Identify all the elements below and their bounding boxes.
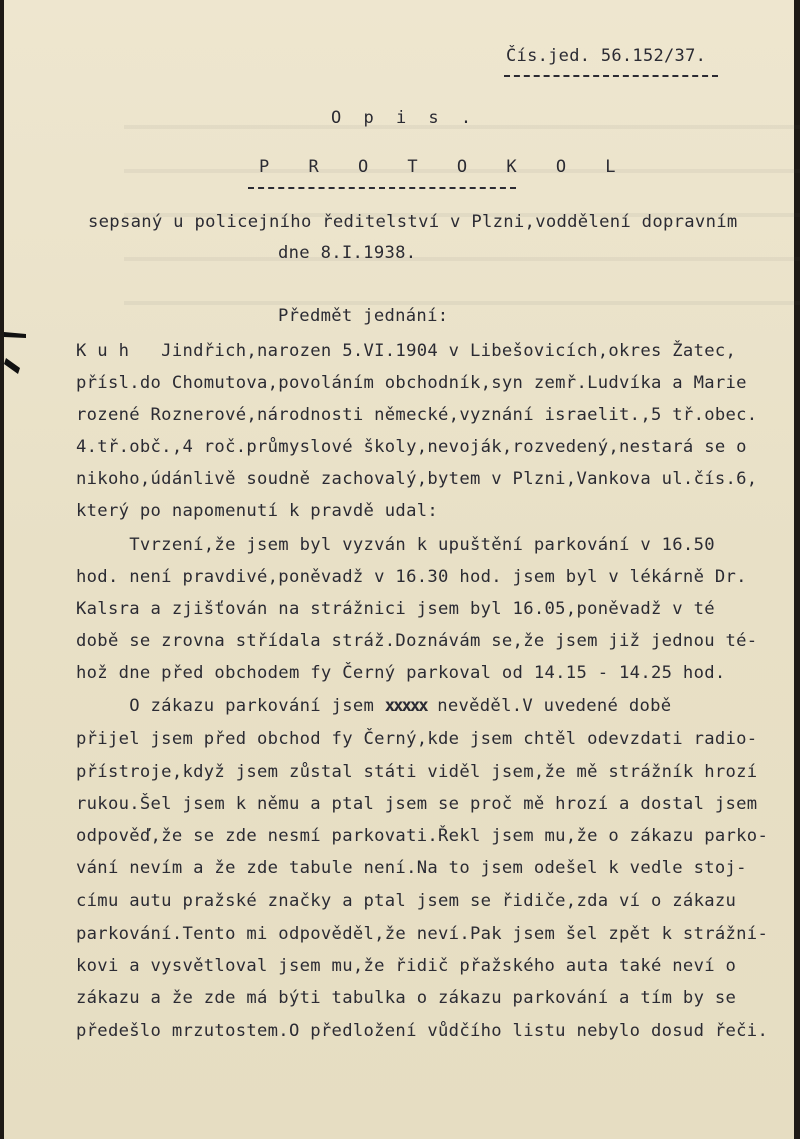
statement-line bbox=[76, 696, 671, 716]
statement-line: rukou.Šel jsem k němu a ptal jsem se proč mě hrozí a dostal jsem bbox=[76, 794, 758, 814]
statement-line: vání nevím a že zde tabule není.Na to jsem odešel k vedle stoj- bbox=[76, 858, 747, 878]
statement-line: hož dne před obchodem fy Černý parkoval od 14.15 - 14.25 hod. bbox=[76, 663, 726, 683]
statement-line: zákazu a že zde má býti tabulka o zákazu parkování a tím by se bbox=[76, 988, 737, 1008]
struck-out-word: xxxxx bbox=[384, 696, 427, 716]
statement-line: přijel jsem před obchod fy Černý,kde jsem chtěl odevzdati radio- bbox=[76, 729, 758, 749]
document-type: O p i s . bbox=[331, 108, 478, 128]
bleed-through-text bbox=[124, 95, 800, 325]
intro-date: dne 8.I.1938. bbox=[278, 243, 417, 263]
statement-text: O zákazu parkování jsem bbox=[76, 696, 385, 716]
statement-line: předešlo mrzutostem.O předložení vůdčího listu nebylo dosud řeči. bbox=[76, 1021, 769, 1041]
statement-line: parkování.Tento mi odpověděl,že neví.Pak jsem šel zpět k strážní- bbox=[76, 924, 769, 944]
subject-line: nikoho,údánlivě soudně zachovalý,bytem v Plzni,Vankova ul.čís.6, bbox=[76, 469, 758, 489]
subject-heading: Předmět jednání: bbox=[278, 306, 449, 326]
subject-line: přísl.do Chomutova,povoláním obchodník,syn zemř.Ludvíka a Marie bbox=[76, 373, 747, 393]
statement-line: přístroje,když jsem zůstal státi viděl jsem,že mě strážník hrozí bbox=[76, 762, 758, 782]
statement-line: hod. není pravdivé,poněvadž v 16.30 hod. jsem byl v lékárně Dr. bbox=[76, 567, 747, 587]
document-title: P R O T O K O L bbox=[259, 157, 631, 177]
statement-line: Kalsra a zjišťován na strážnici jsem byl 16.05,poněvadž v té bbox=[76, 599, 715, 619]
document-page bbox=[4, 0, 794, 1139]
title-underline bbox=[248, 187, 516, 189]
statement-line: odpověď,že se zde nesmí parkovati.Řekl jsem mu,že o zákazu parko- bbox=[76, 826, 769, 846]
subject-line: který po napomenutí k pravdě udal: bbox=[76, 501, 439, 521]
statement-text: nevěděl.V uvedené době bbox=[426, 696, 672, 716]
statement-line: címu autu pražské značky a ptal jsem se řidiče,zda ví o zákazu bbox=[76, 891, 737, 911]
punch-hole-mark bbox=[4, 330, 30, 374]
statement-line: kovi a vysvětloval jsem mu,že řidič přažského auta také neví o bbox=[76, 956, 737, 976]
statement-line: době se zrovna střídala stráž.Doznávám se,že jsem již jednou té- bbox=[76, 631, 758, 651]
subject-line: 4.tř.obč.,4 roč.průmyslové školy,nevoják,rozvedený,nestará se o bbox=[76, 437, 747, 457]
reference-number: Čís.jed. 56.152/37. bbox=[506, 46, 707, 66]
subject-line: K u h Jindřich,narozen 5.VI.1904 v Libešovicích,okres Žatec, bbox=[76, 341, 737, 361]
subject-line: rozené Roznerové,národnosti německé,vyznání israelit.,5 tř.obec. bbox=[76, 405, 758, 425]
statement-line: Tvrzení,že jsem byl vyzván k upuštění parkování v 16.50 bbox=[76, 535, 715, 555]
reference-underline bbox=[504, 75, 718, 77]
intro-line: sepsaný u policejního ředitelství v Plzni,voddělení dopravním bbox=[88, 212, 738, 232]
